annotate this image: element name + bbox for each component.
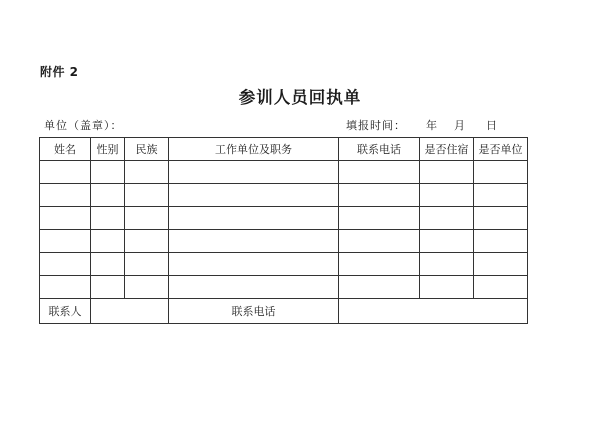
cell-accommodation[interactable] [420, 161, 474, 184]
cell-unit-flag[interactable] [474, 230, 528, 253]
table-row [40, 230, 528, 253]
registration-table [39, 137, 528, 324]
header-name: 姓名 [40, 138, 91, 161]
cell-phone[interactable] [339, 230, 420, 253]
table-row [40, 161, 528, 184]
cell-ethnicity[interactable] [125, 253, 169, 276]
cell-name[interactable] [40, 253, 91, 276]
cell-unit-flag[interactable] [474, 276, 528, 299]
cell-unit-flag[interactable] [474, 161, 528, 184]
fill-time-label: 填报时间： [346, 119, 406, 132]
cell-name[interactable] [40, 161, 91, 184]
cell-ethnicity[interactable] [125, 207, 169, 230]
header-phone: 联系电话 [339, 138, 420, 161]
cell-gender[interactable] [91, 184, 125, 207]
cell-phone[interactable] [339, 207, 420, 230]
cell-phone[interactable] [339, 253, 420, 276]
header-ethnicity: 民族 [125, 138, 169, 161]
cell-phone[interactable] [339, 161, 420, 184]
contact-person-field[interactable] [91, 299, 169, 324]
cell-ethnicity[interactable] [125, 161, 169, 184]
cell-workplace-position[interactable] [169, 161, 339, 184]
cell-gender[interactable] [91, 207, 125, 230]
cell-workplace-position[interactable] [169, 253, 339, 276]
cell-ethnicity[interactable] [125, 184, 169, 207]
cell-unit-flag[interactable] [474, 253, 528, 276]
cell-ethnicity[interactable] [125, 230, 169, 253]
table-row [40, 207, 528, 230]
cell-accommodation[interactable] [420, 184, 474, 207]
table-row [40, 276, 528, 299]
table-row [40, 184, 528, 207]
cell-phone[interactable] [339, 184, 420, 207]
header-accommodation: 是否住宿 [420, 138, 474, 161]
cell-name[interactable] [40, 184, 91, 207]
table-row [40, 253, 528, 276]
header-row [40, 138, 528, 161]
unit-stamp-label: 单位（盖章）： [44, 119, 123, 132]
contact-phone-label: 联系电话 [169, 299, 339, 324]
cell-phone[interactable] [339, 276, 420, 299]
cell-accommodation[interactable] [420, 207, 474, 230]
cell-accommodation[interactable] [420, 253, 474, 276]
cell-name[interactable] [40, 276, 91, 299]
cell-accommodation[interactable] [420, 276, 474, 299]
fill-time-year: 年 [426, 119, 438, 132]
cell-workplace-position[interactable] [169, 207, 339, 230]
cell-workplace-position[interactable] [169, 184, 339, 207]
fill-time-month: 月 [454, 119, 466, 132]
cell-workplace-position[interactable] [169, 276, 339, 299]
fill-time [346, 117, 498, 133]
cell-unit-flag[interactable] [474, 184, 528, 207]
cell-name[interactable] [40, 230, 91, 253]
cell-gender[interactable] [91, 253, 125, 276]
cell-accommodation[interactable] [420, 230, 474, 253]
fill-time-day: 日 [486, 119, 498, 132]
cell-gender[interactable] [91, 161, 125, 184]
header-gender: 性别 [91, 138, 125, 161]
footer-row [40, 299, 528, 324]
contact-phone-field[interactable] [339, 299, 528, 324]
header-workplace-position: 工作单位及职务 [169, 138, 339, 161]
cell-unit-flag[interactable] [474, 207, 528, 230]
cell-name[interactable] [40, 207, 91, 230]
cell-workplace-position[interactable] [169, 230, 339, 253]
attachment-label: 附件 2 [40, 65, 79, 79]
contact-person-label: 联系人 [40, 299, 91, 324]
cell-gender[interactable] [91, 276, 125, 299]
header-unit-flag: 是否单位 [474, 138, 528, 161]
document-title: 参训人员回执单 [238, 88, 362, 107]
cell-gender[interactable] [91, 230, 125, 253]
cell-ethnicity[interactable] [125, 276, 169, 299]
